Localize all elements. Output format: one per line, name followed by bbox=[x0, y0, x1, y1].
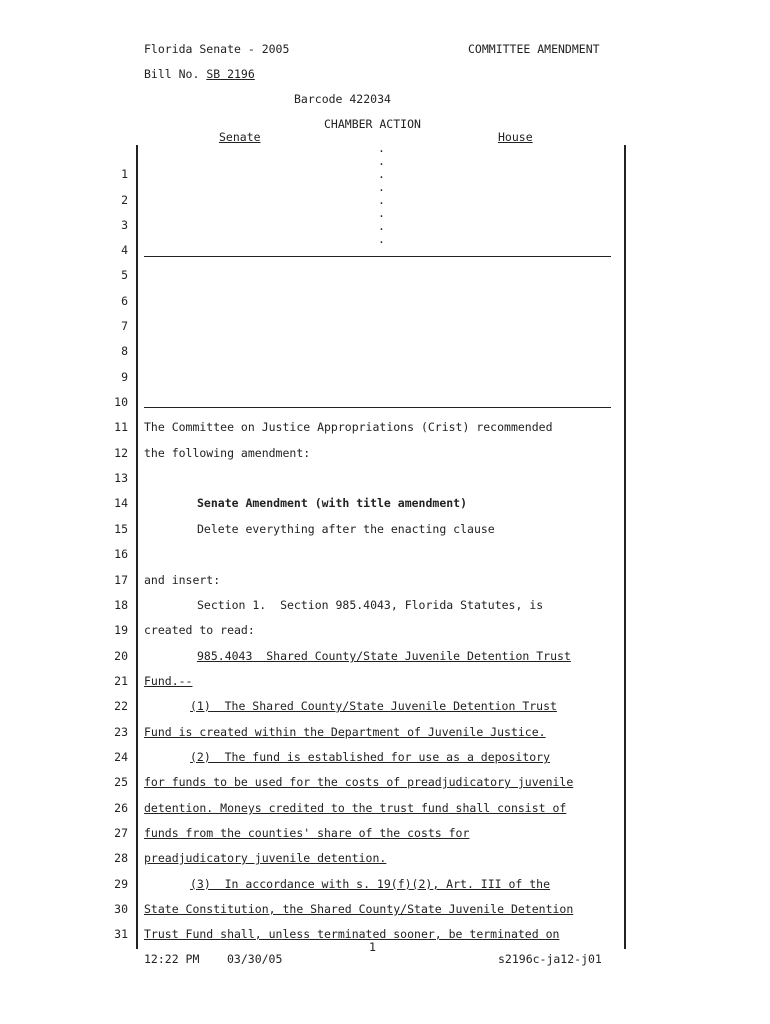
line-number: 25 bbox=[114, 775, 128, 789]
chamber-action: CHAMBER ACTION bbox=[324, 117, 421, 131]
line-number: 20 bbox=[114, 649, 128, 663]
dot: . bbox=[378, 141, 385, 155]
line-number: 11 bbox=[114, 420, 128, 434]
barcode: Barcode 422034 bbox=[294, 92, 391, 106]
horizontal-rule bbox=[144, 407, 611, 408]
amendment-heading: Senate Amendment (with title amendment) bbox=[197, 496, 468, 510]
line-number: 19 bbox=[114, 623, 128, 637]
header-left: Florida Senate - 2005 bbox=[144, 42, 290, 56]
line-number: 13 bbox=[114, 471, 128, 485]
inserted-text-line: (1) The Shared County/State Juvenile Detention Trust bbox=[190, 699, 557, 713]
line-number: 7 bbox=[121, 319, 128, 333]
inserted-text-line: State Constitution, the Shared County/State Juvenile Detention bbox=[144, 902, 574, 916]
inserted-text-line: Fund.-- bbox=[144, 674, 193, 688]
line-number: 6 bbox=[121, 294, 128, 308]
footer-date: 03/30/05 bbox=[227, 952, 283, 966]
line-number: 24 bbox=[114, 750, 128, 764]
dot: . bbox=[378, 219, 385, 233]
dot: . bbox=[378, 193, 385, 207]
line-number: 22 bbox=[114, 699, 128, 713]
right-margin-line bbox=[624, 145, 626, 949]
line-number: 15 bbox=[114, 522, 128, 536]
senate-heading: Senate bbox=[219, 130, 261, 144]
line-number: 21 bbox=[114, 674, 128, 688]
line-number: 23 bbox=[114, 725, 128, 739]
inserted-text-line: Trust Fund shall, unless terminated sooner, be terminated on bbox=[144, 927, 560, 941]
dot: . bbox=[378, 180, 385, 194]
line-number: 1 bbox=[121, 167, 128, 181]
text-line: The Committee on Justice Appropriations (Crist) recommended bbox=[144, 420, 553, 434]
dot: . bbox=[378, 167, 385, 181]
footer-time: 12:22 PM bbox=[144, 952, 200, 966]
dot: . bbox=[378, 206, 385, 220]
inserted-text-line: detention. Moneys credited to the trust fund shall consist of bbox=[144, 801, 567, 815]
line-number: 18 bbox=[114, 598, 128, 612]
line-number: 4 bbox=[121, 243, 128, 257]
inserted-text-line: for funds to be used for the costs of preadjudicatory juvenile bbox=[144, 775, 574, 789]
text-line: Delete everything after the enacting clause bbox=[197, 522, 495, 536]
line-number: 29 bbox=[114, 877, 128, 891]
text-line: the following amendment: bbox=[144, 446, 311, 460]
line-number: 14 bbox=[114, 496, 128, 510]
horizontal-rule bbox=[144, 256, 611, 257]
text-line: Section 1. Section 985.4043, Florida Statutes, is bbox=[197, 598, 544, 612]
line-number: 26 bbox=[114, 801, 128, 815]
text-line: and insert: bbox=[144, 573, 221, 587]
line-number: 9 bbox=[121, 370, 128, 384]
line-number: 3 bbox=[121, 218, 128, 232]
line-number: 31 bbox=[114, 927, 128, 941]
line-number: 30 bbox=[114, 902, 128, 916]
line-number: 2 bbox=[121, 193, 128, 207]
line-number: 10 bbox=[114, 395, 128, 409]
inserted-text-line: preadjudicatory juvenile detention. bbox=[144, 851, 387, 865]
left-margin-line bbox=[136, 145, 138, 949]
inserted-text-line: 985.4043 Shared County/State Juvenile Detention Trust bbox=[197, 649, 571, 663]
line-number: 16 bbox=[114, 547, 128, 561]
bill-number-line bbox=[144, 67, 255, 81]
inserted-text-line: (2) The fund is established for use as a depository bbox=[190, 750, 551, 764]
bill-prefix: Bill No. bbox=[144, 67, 207, 81]
header-right: COMMITTEE AMENDMENT bbox=[468, 42, 600, 56]
house-heading: House bbox=[498, 130, 533, 144]
inserted-text-line: Fund is created within the Department of Juvenile Justice. bbox=[144, 725, 546, 739]
dot: . bbox=[378, 154, 385, 168]
dot: . bbox=[378, 232, 385, 246]
bill-number: SB 2196 bbox=[206, 67, 255, 81]
line-number: 8 bbox=[121, 344, 128, 358]
line-number: 12 bbox=[114, 446, 128, 460]
line-number: 27 bbox=[114, 826, 128, 840]
line-number: 17 bbox=[114, 573, 128, 587]
page-number: 1 bbox=[369, 940, 376, 954]
line-number: 28 bbox=[114, 851, 128, 865]
text-line: created to read: bbox=[144, 623, 255, 637]
line-number: 5 bbox=[121, 268, 128, 282]
footer-code: s2196c-ja12-j01 bbox=[498, 952, 602, 966]
inserted-text-line: funds from the counties' share of the costs for bbox=[144, 826, 470, 840]
inserted-text-line: (3) In accordance with s. 19(f)(2), Art. III of the bbox=[190, 877, 551, 891]
